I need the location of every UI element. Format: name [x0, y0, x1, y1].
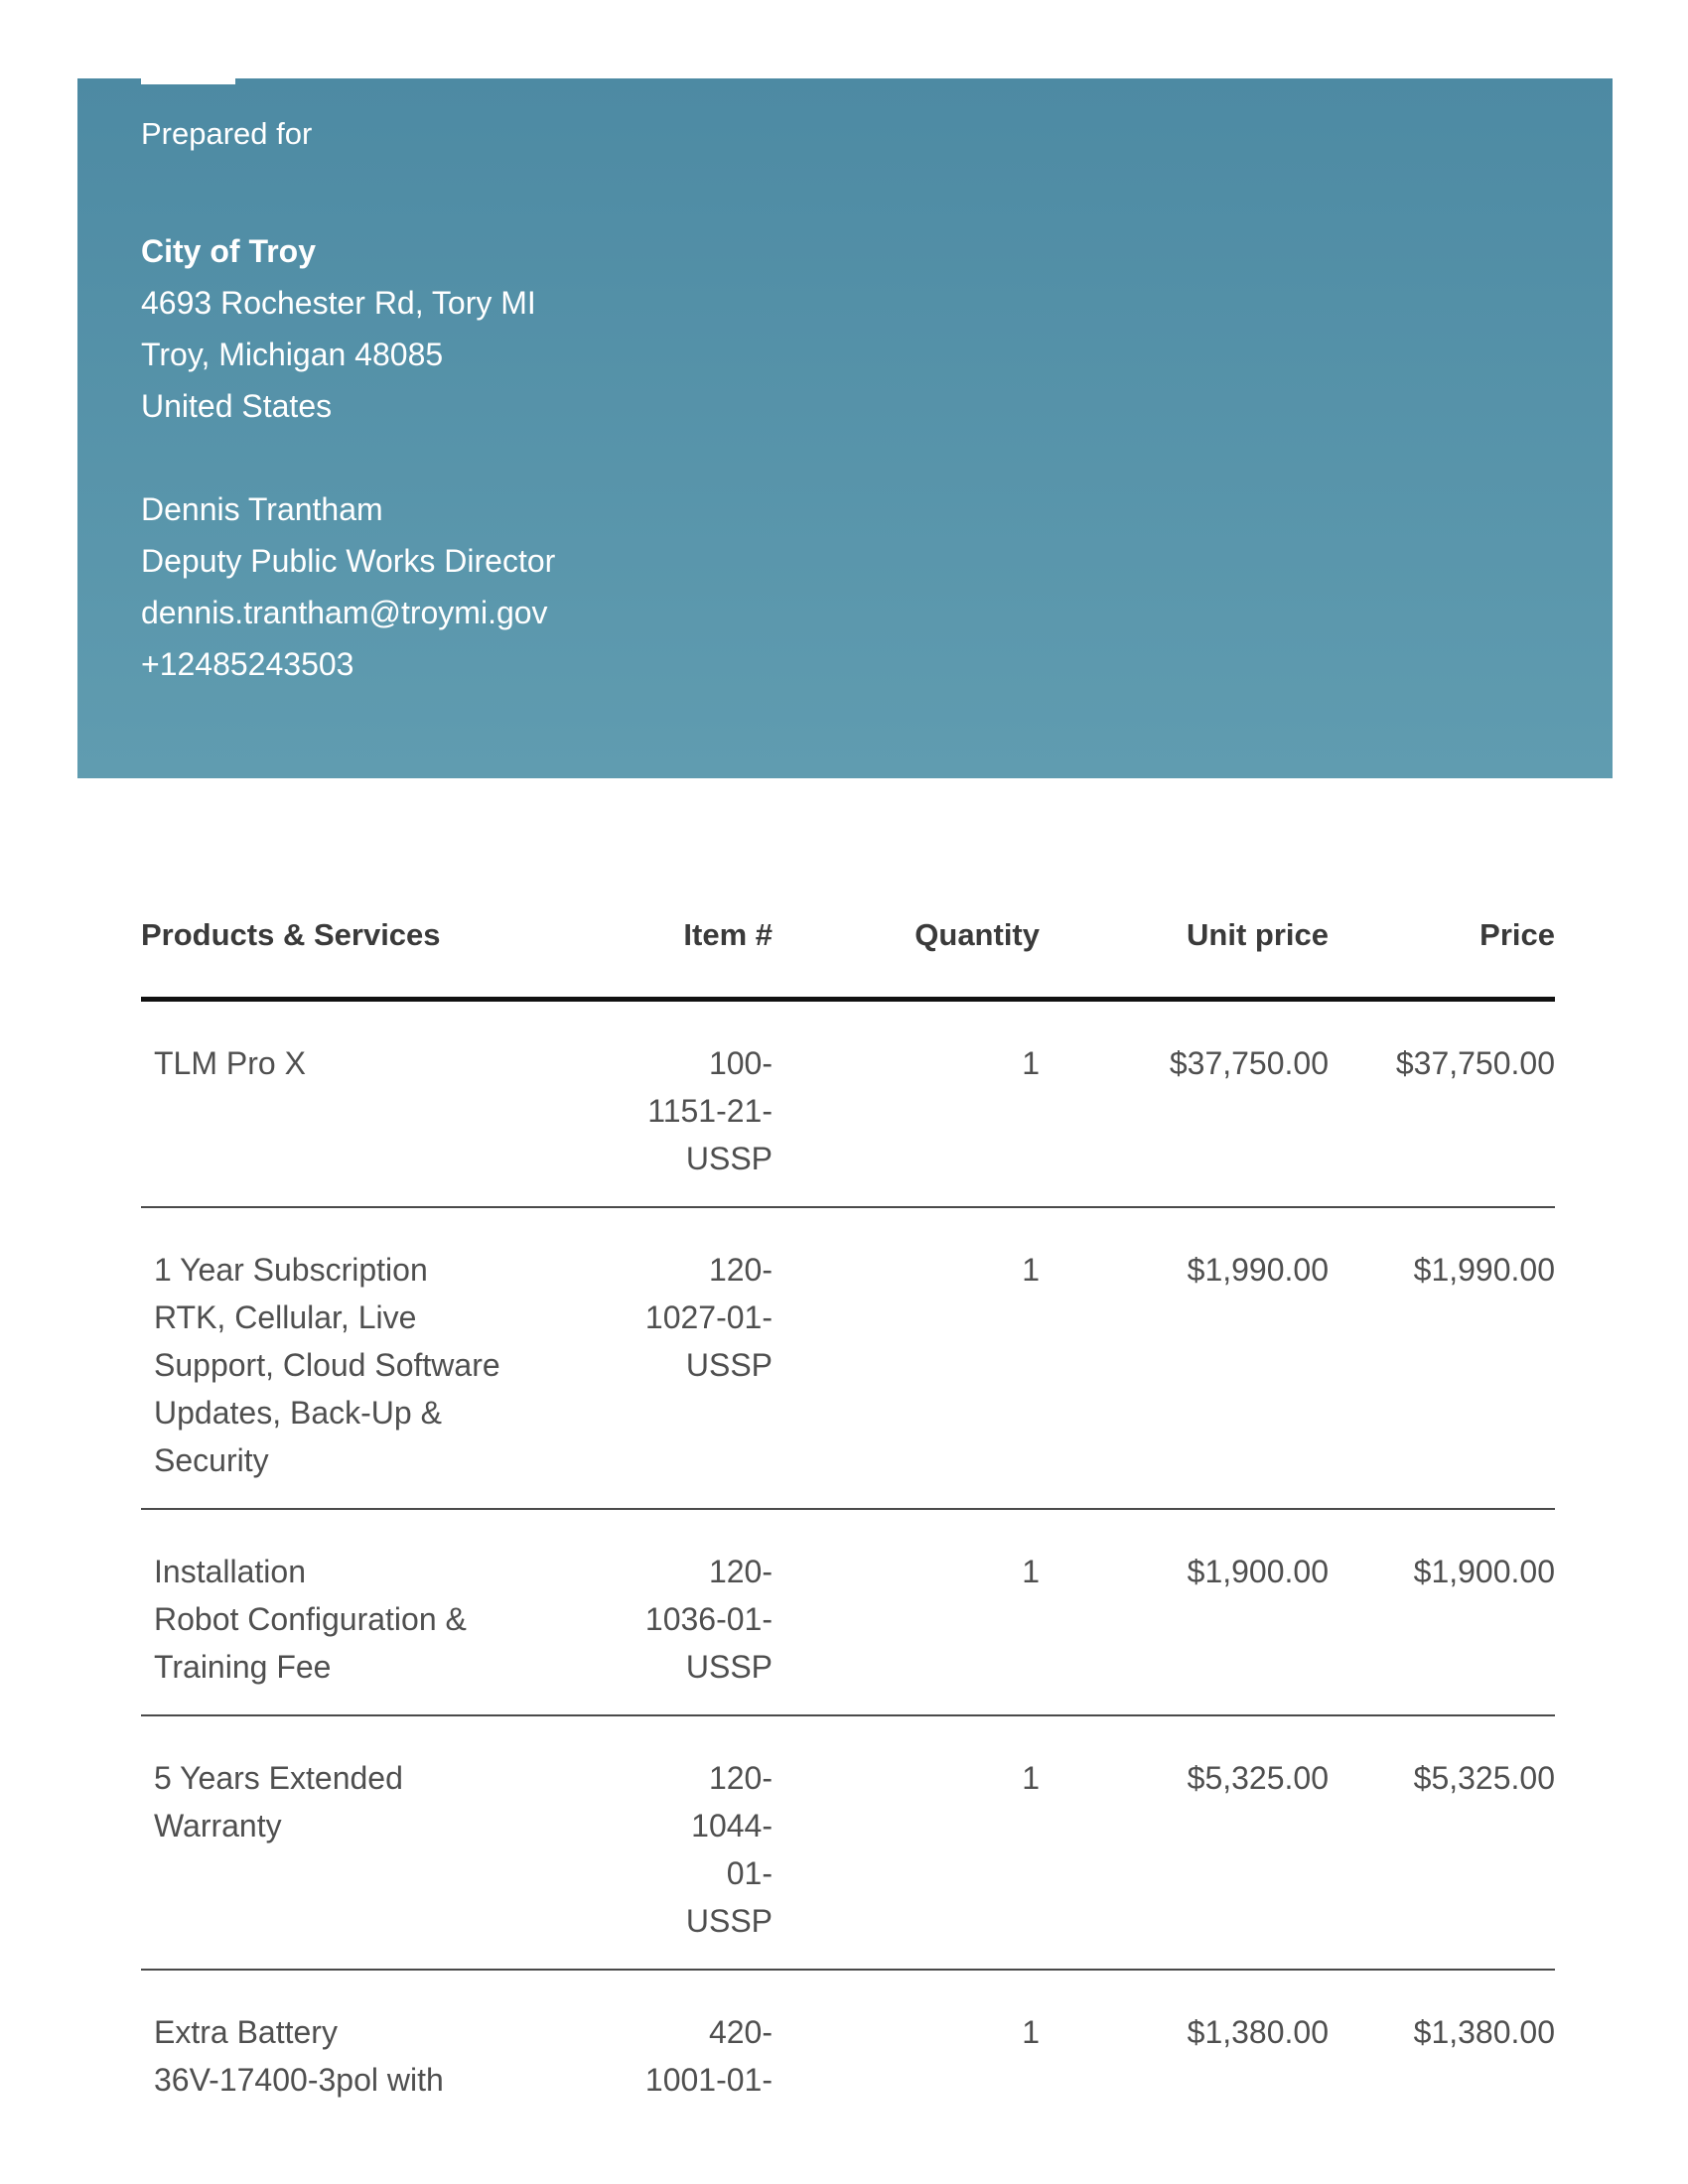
table-row [141, 1208, 1555, 1510]
customer-name: City of Troy [141, 233, 317, 269]
top-notch [141, 78, 235, 84]
cell-item-number: 420- 1001-01- [644, 2014, 773, 2098]
cell-price: $1,990.00 [1413, 1252, 1555, 1288]
cell-quantity: 1 [1022, 1760, 1040, 1796]
customer-address: 4693 Rochester Rd, Tory MI Troy, Michigan 48085 United States [141, 285, 536, 424]
cell-product: 1 Year Subscription RTK, Cellular, Live Support, Cloud Software Updates, Back-Up & Security [154, 1252, 500, 1478]
cell-unit-price: $1,990.00 [1187, 1252, 1329, 1288]
cell-product: Extra Battery 36V-17400-3pol with [154, 2014, 444, 2098]
table-header-row [141, 915, 1555, 1002]
column-header-unit-price: Unit price [1187, 917, 1329, 952]
cell-unit-price: $5,325.00 [1187, 1760, 1329, 1796]
cell-unit-price: $1,380.00 [1187, 2014, 1329, 2050]
table-row [141, 1971, 1555, 2127]
column-header-quantity: Quantity [914, 917, 1040, 952]
cell-item-number: 120- 1044- 01- USSP [685, 1760, 773, 1939]
column-header-products: Products & Services [141, 917, 441, 952]
products-table [141, 915, 1555, 2127]
cell-price: $5,325.00 [1413, 1760, 1555, 1796]
cell-quantity: 1 [1022, 1045, 1040, 1081]
table-row [141, 1510, 1555, 1716]
cell-quantity: 1 [1022, 1554, 1040, 1589]
cell-unit-price: $1,900.00 [1187, 1554, 1329, 1589]
column-header-price: Price [1479, 917, 1555, 952]
cell-product: TLM Pro X [154, 1045, 306, 1081]
column-header-item: Item # [683, 917, 773, 952]
customer-contact: Dennis Trantham Deputy Public Works Director dennis.trantham@troymi.gov +12485243503 [141, 491, 556, 682]
cell-price: $1,900.00 [1413, 1554, 1555, 1589]
cell-quantity: 1 [1022, 1252, 1040, 1288]
cell-item-number: 120- 1036-01- USSP [644, 1554, 773, 1685]
cell-quantity: 1 [1022, 2014, 1040, 2050]
prepared-for-card [77, 78, 1613, 778]
cell-item-number: 120- 1027-01- USSP [644, 1252, 773, 1383]
table-row [141, 1716, 1555, 1971]
prepared-for-label: Prepared for [141, 116, 313, 151]
cell-product: 5 Years Extended Warranty [154, 1760, 403, 1843]
table-row [141, 1002, 1555, 1208]
cell-unit-price: $37,750.00 [1169, 1045, 1329, 1081]
cell-product: Installation Robot Configuration & Training Fee [154, 1554, 467, 1685]
cell-price: $1,380.00 [1413, 2014, 1555, 2050]
cell-item-number: 100- 1151-21- USSP [647, 1045, 773, 1176]
cell-price: $37,750.00 [1395, 1045, 1555, 1081]
